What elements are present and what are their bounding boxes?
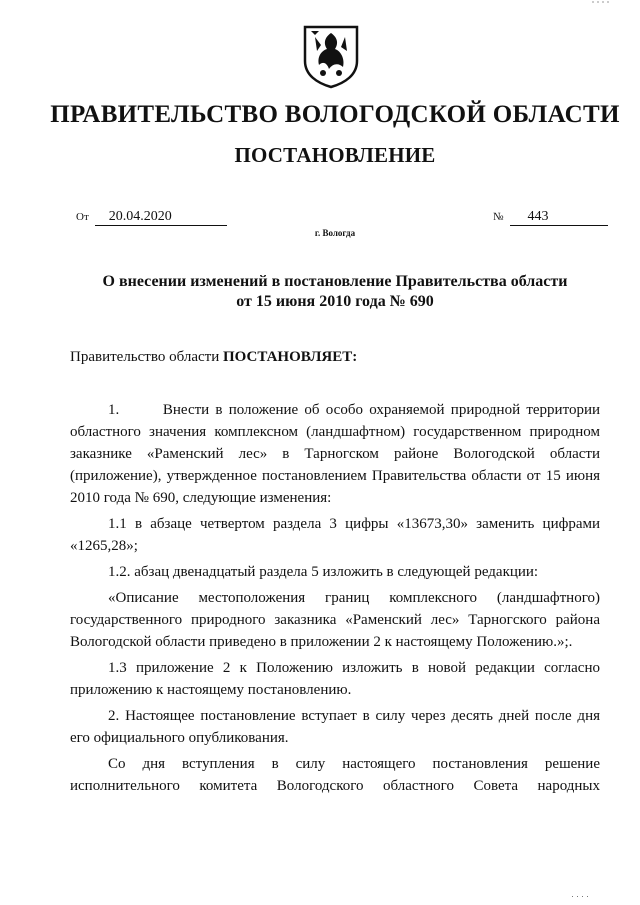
preamble-bold: ПОСТАНОВЛЯЕТ: <box>222 349 358 365</box>
government-title: ПРАВИТЕЛЬСТВО ВОЛОГОДСКОЙ ОБЛАСТИ <box>50 101 620 128</box>
item-2: 2. Настоящее постановление вступает в силу через десять дней после дня его официального опубликования. <box>70 708 600 746</box>
number-label: № <box>493 211 504 223</box>
coat-of-arms-emblem <box>301 23 361 89</box>
document-type: ПОСТАНОВЛЕНИЕ <box>234 143 436 167</box>
quoted-text: «Описание местоположения границ комплексного (ландшафтного) государственного природного заказника «Раменский лес» Тарногского района Вологодской области приведено в приложении 2 к настоящему Положению.»;. <box>70 590 600 650</box>
item-1-number: 1. <box>108 402 120 418</box>
document-subject <box>0 272 640 312</box>
item-1-1: 1.1 в абзаце четвертом раздела 3 цифры «13673,30» заменить цифрами «1265,28»; <box>70 516 600 554</box>
item-1-3: 1.3 приложение 2 к Положению изложить в новой редакции согласно приложению к настоящему постановлению. <box>70 660 600 698</box>
preamble <box>70 346 600 368</box>
body-text <box>70 399 600 797</box>
item-1 <box>70 399 600 509</box>
item-1-2: 1.2. абзац двенадцатый раздела 5 изложить в следующей редакции: <box>108 564 539 580</box>
scan-bottom-mark <box>572 895 590 898</box>
date-label: От <box>76 211 89 223</box>
scan-corner-mark <box>592 0 610 4</box>
item-1-text: Внести в положение об особо охраняемой природной территории областного значения комплексном (ландшафтном) государственном природном заказнике «Раменский лес» в Тарногском районе Вологодской области (приложение), утвержденное постановлением Правительства области от 15 июня 2010 года № 690, следующие изменения: <box>70 402 601 506</box>
subject-line-1: О внесении изменений в постановление Правительства области <box>102 273 568 290</box>
date-value: 20.04.2020 <box>95 209 227 226</box>
number-value: 443 <box>510 209 608 226</box>
item-3-start: Со дня вступления в силу настоящего постановления решение исполнительного комитета Вологодского областного Совета народных <box>70 756 600 794</box>
number-field <box>493 209 608 226</box>
subject-line-2: от 15 июня 2010 года № 690 <box>236 293 434 310</box>
city-label: г. Вологда <box>314 228 356 238</box>
preamble-text: Правительство области <box>70 349 223 365</box>
date-field <box>76 209 227 226</box>
